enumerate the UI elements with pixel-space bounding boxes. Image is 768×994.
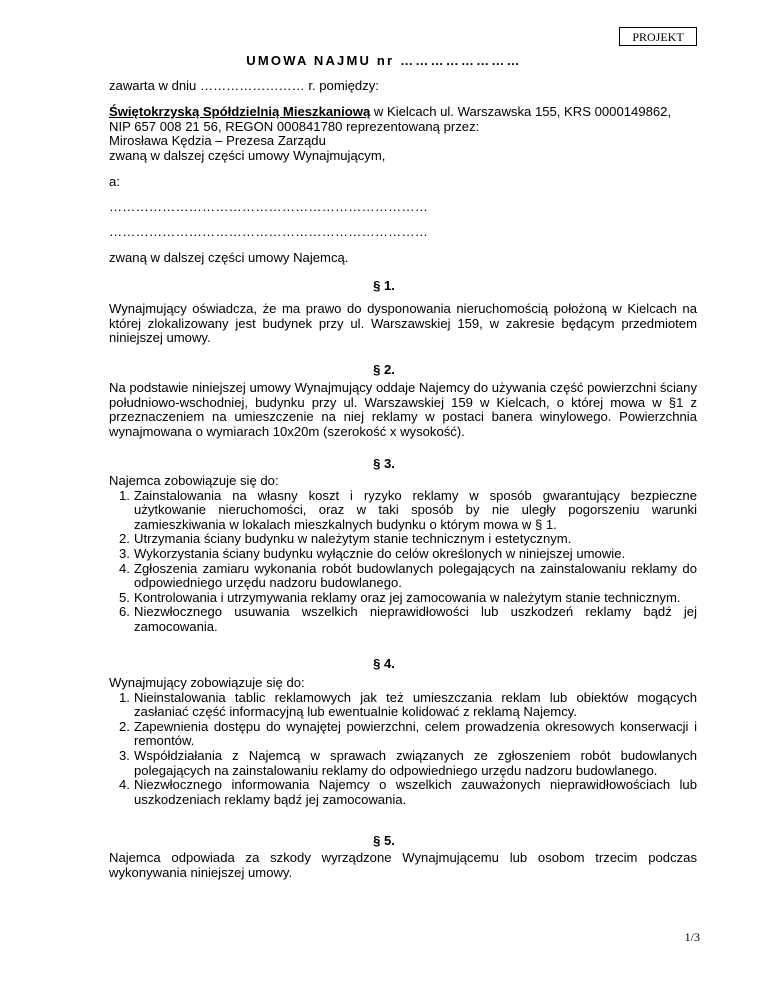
date-line: zawarta w dniu …………………… r. pomiędzy: [109, 78, 379, 93]
page-number: 1/3 [684, 930, 700, 944]
list-item: 6. Niezwłocznego usuwania wszelkich nieprawidłowości lub uszkodzeń reklamy bądź jej zamocowania. [119, 604, 697, 634]
contract-title: UMOWA NAJMU nr …………………… [246, 53, 522, 68]
section-4-body [109, 676, 697, 807]
and-label: a: [109, 174, 120, 189]
section-3-intro: Najemca zobowiązuje się do: [109, 473, 279, 488]
section-4-list [109, 691, 697, 808]
list-item: 1. Zainstalowania na własny koszt i ryzyko reklamy w sposób gwarantujący bezpieczne użytkowanie nieruchomości, oraz w taki sposób by nie uległy pogorszeniu warunki zamieszkiwania w lokalach mieszkalnych budynku o którym mowa w § 1. [119, 487, 697, 532]
list-item: 4. Niezwłocznego informowania Najemcy o wszelkich zauważonych nieprawidłowościach lub uszkodzeniach reklamy bądź jej zamocowania. [119, 777, 697, 807]
landlord-line-3: Mirosława Kędzia – Prezesa Zarządu [109, 133, 326, 149]
section-4-heading: § 4. [373, 656, 395, 671]
landlord-block [109, 105, 697, 163]
tenant-blank-1: ……………………………………………………………… [109, 199, 429, 214]
landlord-address: w Kielcach ul. Warszawska 155, KRS 0000149862, [370, 104, 672, 119]
landlord-line-2: NIP 657 008 21 56, REGON 000841780 reprezentowaną przez: [109, 118, 480, 134]
list-item: 2. Utrzymania ściany budynku w należytym stanie technicznym i estetycznym. [119, 531, 572, 547]
section-3-heading: § 3. [373, 456, 395, 471]
section-5-heading: § 5. [373, 833, 395, 848]
landlord-line-4: zwaną w dalszej części umowy Wynajmującym, [109, 147, 386, 163]
projekt-badge: PROJEKT [619, 27, 697, 46]
section-2-heading: § 2. [373, 362, 395, 377]
list-item: 2. Zapewnienia dostępu do wynajętej powierzchni, celem prowadzenia okresowych konserwacji i remontów. [119, 718, 697, 749]
section-2-text: Na podstawie niniejszej umowy Wynajmujący oddaje Najemcy do używania część powierzchni ściany południowo-wschodniej, budynku przy ul. Warszawskiej 159 w Kielcach, o której mowa w §1 z przeznaczeniem na umieszczenie na niej reklamy w postaci banera winylowego. Powierzchnia wynajmowana o wymiarach 10x20m (szerokość x wysokość). [109, 380, 697, 439]
tenant-line: zwaną w dalszej części umowy Najemcą. [109, 250, 349, 265]
landlord-line-1 [109, 105, 697, 120]
landlord-name: Świętokrzyską Spółdzielnią Mieszkaniową [109, 104, 371, 119]
section-1-text: Wynajmujący oświadcza, że ma prawo do dysponowania nieruchomością położoną w Kielcach na której zlokalizowany jest budynek przy ul. Warszawskiej 159, w zakresie będącym przedmiotem niniejszej umowy. [109, 301, 697, 346]
list-item: 3. Wykorzystania ściany budynku wyłącznie do celów określonych w niniejszej umowie. [119, 545, 626, 561]
section-5-text: Najemca odpowiada za szkody wyrządzone Wynajmującemu lub osobom trzecim podczas wykonywania niniejszej umowy. [109, 850, 697, 880]
list-item: 4. Zgłoszenia zamiaru wykonania robót budowlanych polegających na zainstalowaniu reklamy do odpowiedniego urzędu nadzoru budowlanego. [119, 560, 697, 591]
section-4-intro: Wynajmujący zobowiązuje się do: [109, 675, 305, 690]
list-item: 3. Współdziałania z Najemcą w sprawach związanych ze zgłoszeniem robót budowlanych polegających na zainstalowaniu reklamy do odpowiedniego urzędu nadzoru budowlanego. [119, 747, 697, 778]
section-3-list [109, 489, 697, 635]
section-1-heading: § 1. [373, 278, 395, 293]
tenant-blank-2: ……………………………………………………………… [109, 224, 429, 239]
list-item: 5. Kontrolowania i utrzymywania reklamy oraz jej zamocowania w należytym stanie technicznym. [119, 589, 681, 605]
list-item: 1. Nieinstalowania tablic reklamowych jak też umieszczania reklam lub obiektów mogących zasłaniać część informacyjną lub ewentualnie kolidować z reklamą Najemcy. [119, 689, 697, 720]
section-3-body [109, 474, 697, 635]
